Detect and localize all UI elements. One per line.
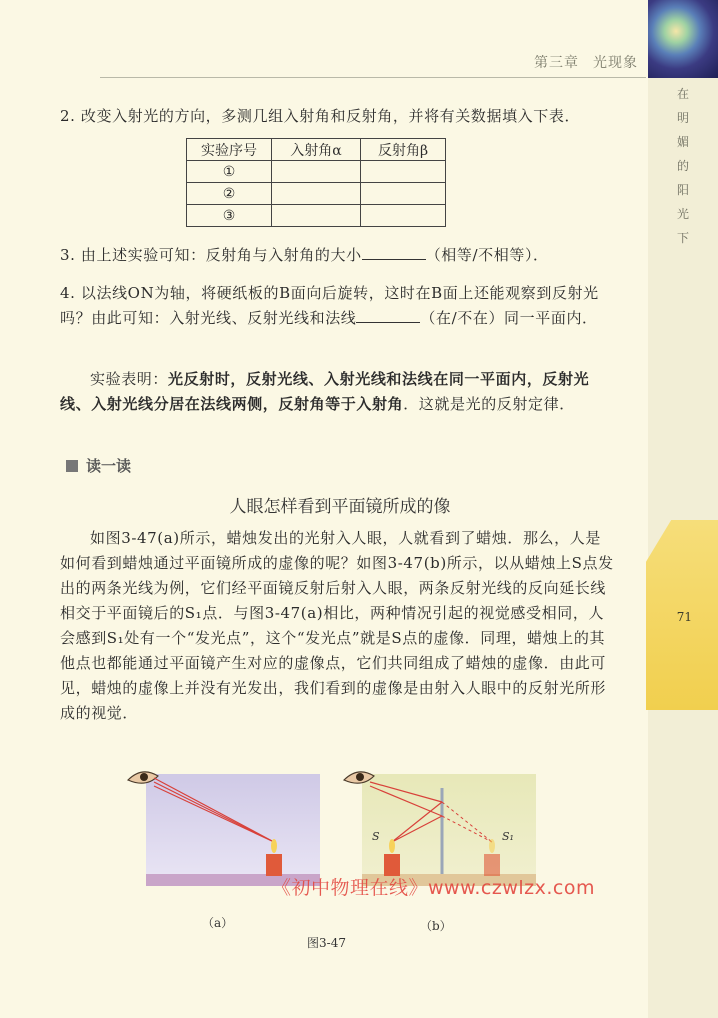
table-cell-empty bbox=[361, 205, 446, 227]
table-header-row bbox=[187, 139, 446, 161]
table-row bbox=[187, 183, 446, 205]
figure-caption: 图3-47 bbox=[307, 936, 346, 950]
step-3-text: 3. 由上述实验可知：反射角与入射角的大小 bbox=[60, 246, 362, 264]
article-title: 人眼怎样看到平面镜所成的像 bbox=[229, 497, 451, 517]
chapter-header bbox=[520, 52, 638, 72]
table-cell-index: ① bbox=[187, 161, 272, 183]
table-cell-index: ③ bbox=[187, 205, 272, 227]
step-2: 2. 改变入射光的方向，多测几组入射角和反射角，并将有关数据填入下表． bbox=[60, 107, 581, 125]
page-number: 71 bbox=[676, 610, 692, 624]
figure-a-label: （a） bbox=[202, 916, 234, 930]
table-header-cell: 实验序号 bbox=[187, 139, 272, 161]
square-bullet-icon bbox=[66, 460, 78, 472]
unit-title-vertical bbox=[676, 82, 690, 250]
answer-blank bbox=[362, 245, 426, 260]
header-divider bbox=[100, 77, 646, 78]
side-text-char: 媚 bbox=[676, 135, 689, 149]
point-s1-label: S₁ bbox=[502, 830, 514, 843]
table-row bbox=[187, 161, 446, 183]
figure-b-label: （b） bbox=[420, 919, 452, 933]
point-s-label: S bbox=[372, 830, 380, 843]
article-body: 如图3-47(a)所示，蜡烛发出的光射入人眼，人就看到了蜡烛．那么，人是如何看到蜡烛通过平面镜所成的虚像的呢？如图3-47(b)所示，以从蜡烛上S点发出的两条光线为例，它们经平面镜反射后射入人眼，两条反射光线的反向延长线相交于平面镜后的S₁点．与图3-47(a)相比，两种情况引起的视觉感受相同，人会感到S₁处有一个“发光点”，这个“发光点”就是S点的虚像．同理，蜡烛上的其他点也都能通过平面镜产生对应的虚像点，它们共同组成了蜡烛的虚像．由此可见，蜡烛的虚像上并没有光发出，我们看到的虚像是由射入人眼中的反射光所形成的视觉． bbox=[60, 529, 614, 722]
step-3-options: （相等/不相等）． bbox=[425, 246, 549, 264]
side-text-char: 在 bbox=[676, 87, 689, 101]
side-text-char: 的 bbox=[676, 159, 689, 173]
conclusion bbox=[60, 367, 615, 417]
section-heading-text: 读一读 bbox=[86, 457, 132, 475]
step-3 bbox=[60, 243, 615, 268]
step-4-text: 4. 以法线ON为轴，将硬纸板的B面向后旋转，这时在B面上还能观察到反射光吗？由此可知：入射光线、反射光线和法线 bbox=[60, 284, 599, 327]
table-header-cell: 入射角α bbox=[272, 139, 361, 161]
watermark: 《初中物理在线》www.czwlzx.com bbox=[272, 877, 595, 899]
table-header-cell: 反射角β bbox=[361, 139, 446, 161]
side-text-char: 下 bbox=[676, 231, 689, 245]
table-cell-index: ② bbox=[187, 183, 272, 205]
section-heading bbox=[66, 455, 131, 476]
chapter-title: 光现象 bbox=[593, 55, 638, 71]
side-text-char: 阳 bbox=[676, 183, 689, 197]
chapter-corner-image bbox=[648, 0, 718, 78]
chapter-number: 第三章 bbox=[534, 55, 579, 71]
conclusion-suffix: ．这就是光的反射定律． bbox=[403, 395, 575, 413]
table-cell-empty bbox=[272, 161, 361, 183]
side-text-char: 光 bbox=[676, 207, 689, 221]
table-cell-empty bbox=[361, 161, 446, 183]
table-cell-empty bbox=[272, 183, 361, 205]
side-text-char: 明 bbox=[676, 111, 689, 125]
reflection-law: 光反射时，反射光线、入射光线和法线在同一平面内，反射光线、入射光线分居在法线两侧，反射角等于入射角 bbox=[60, 370, 590, 413]
conclusion-prefix: 实验表明： bbox=[90, 370, 169, 388]
table-cell-empty bbox=[361, 183, 446, 205]
step-4 bbox=[60, 281, 615, 331]
answer-blank bbox=[356, 308, 420, 323]
table-row bbox=[187, 205, 446, 227]
table-cell-empty bbox=[272, 205, 361, 227]
step-4-options: （在/不在）同一平面内． bbox=[420, 309, 598, 327]
data-table bbox=[186, 138, 446, 227]
